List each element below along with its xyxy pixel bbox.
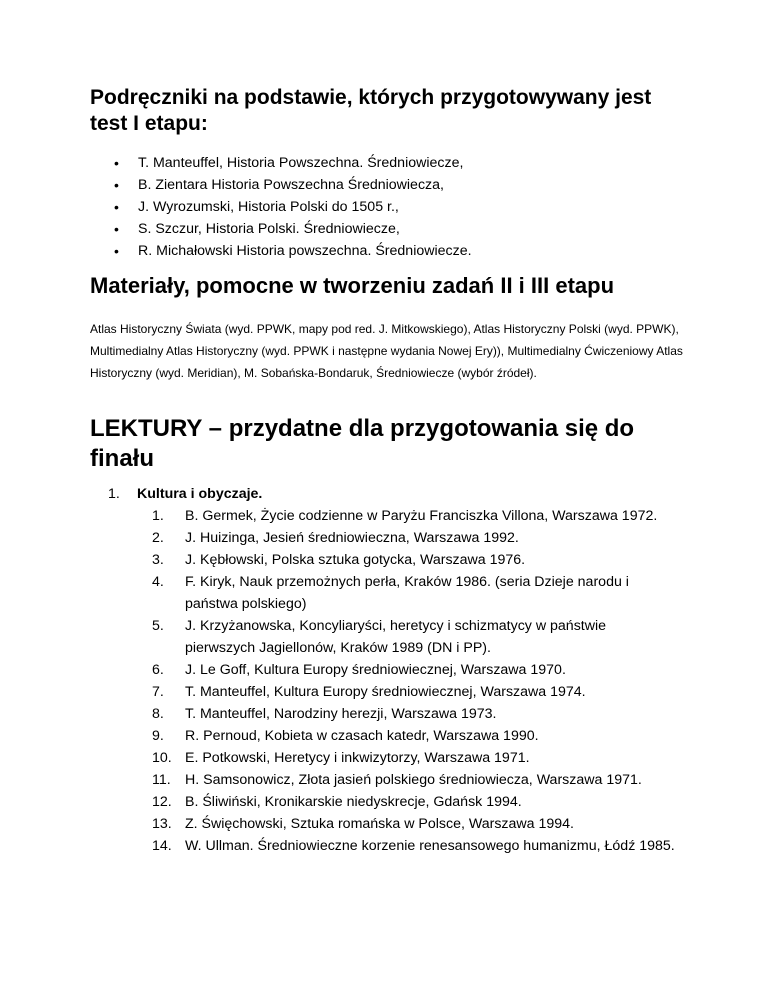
list-item [90,791,690,813]
item-number: 7. [152,684,164,700]
item-text: B. Germek, Życie codzienne w Paryżu Franciszka Villona, Warszawa 1972. [185,508,658,524]
item-number: 10. [152,750,172,766]
bullet-icon: • [114,177,119,193]
item-number: 1. [152,508,164,524]
category-number: 1. [108,486,120,502]
list-item [90,659,690,681]
reading-list [90,505,690,857]
list-item [90,571,690,615]
list-item [90,615,690,659]
item-text: T. Manteuffel, Narodziny herezji, Warszawa 1973. [185,706,497,722]
item-number: 14. [152,838,172,854]
item-text: B. Śliwiński, Kronikarskie niedyskrecje, Gdańsk 1994. [185,794,522,810]
item-text: Z. Święchowski, Sztuka romańska w Polsce, Warszawa 1994. [185,816,574,832]
list-item [90,769,690,791]
list-item [90,703,690,725]
item-text: T. Manteuffel, Kultura Europy średniowiecznej, Warszawa 1974. [185,684,586,700]
item-text: J. Le Goff, Kultura Europy średniowiecznej, Warszawa 1970. [185,662,566,678]
item-text: E. Potkowski, Heretycy i inkwizytorzy, Warszawa 1971. [185,750,530,766]
list-item [90,681,690,703]
item-number: 3. [152,552,164,568]
bullet-icon: • [114,155,119,171]
section-heading-textbooks: Podręczniki na podstawie, których przygotowywany jest test I etapu: [90,86,652,135]
item-text: F. Kiryk, Nauk przemożnych perła, Kraków 1986. (seria Dzieje narodu i państwa polskiego) [185,574,629,612]
list-item [90,549,690,571]
list-item-text: S. Szczur, Historia Polski. Średniowiecze, [138,221,400,237]
item-number: 9. [152,728,164,744]
item-number: 4. [152,574,164,590]
list-item [90,527,690,549]
category-title: Kultura i obyczaje. [137,486,263,502]
item-number: 8. [152,706,164,722]
item-number: 2. [152,530,164,546]
item-number: 11. [152,772,171,788]
materials-paragraph: Atlas Historyczny Świata (wyd. PPWK, mapy pod red. J. Mitkowskiego), Atlas Historyczny Polski (wyd. PPWK), Multimedialny Atlas Historyczny (wyd. PPWK i następne wydania Nowej Ery)), Multimedialny Ćwiczeniowy Atlas Historyczny (wyd. Meridian), M. Sobańska-Bondaruk, Średniowiecze (wybór źródeł). [90,322,683,380]
item-number: 12. [152,794,172,810]
bullet-icon: • [114,243,119,259]
section-heading-readings: LEKTURY – przydatne dla przygotowania się do finału [90,415,635,472]
item-text: W. Ullman. Średniowieczne korzenie renesansowego humanizmu, Łódź 1985. [185,838,675,854]
list-item [90,835,690,857]
list-item-text: T. Manteuffel, Historia Powszechna. Średniowiecze, [138,155,464,171]
list-item-text: B. Zientara Historia Powszechna Średniowiecza, [138,177,444,193]
list-item-text: J. Wyrozumski, Historia Polski do 1505 r., [138,199,399,215]
list-item [90,747,690,769]
item-text: J. Krzyżanowska, Koncyliaryści, heretycy i schizmatycy w państwie pierwszych Jagiellonów, Kraków 1989 (DN i PP). [185,618,607,656]
list-item-text: R. Michałowski Historia powszechna. Średniowiecze. [138,243,472,259]
bullet-icon: • [114,199,119,215]
item-number: 6. [152,662,164,678]
item-number: 13. [152,816,172,832]
item-text: J. Huizinga, Jesień średniowieczna, Warszawa 1992. [185,530,519,546]
list-item [90,725,690,747]
list-item [90,813,690,835]
section-heading-materials: Materiały, pomocne w tworzeniu zadań II i III etapu [90,273,615,298]
item-text: H. Samsonowicz, Złota jasień polskiego średniowiecza, Warszawa 1971. [185,772,642,788]
item-text: R. Pernoud, Kobieta w czasach katedr, Warszawa 1990. [185,728,539,744]
item-number: 5. [152,618,164,634]
list-item [90,505,690,527]
item-text: J. Kębłowski, Polska sztuka gotycka, Warszawa 1976. [185,552,526,568]
bullet-icon: • [114,221,119,237]
